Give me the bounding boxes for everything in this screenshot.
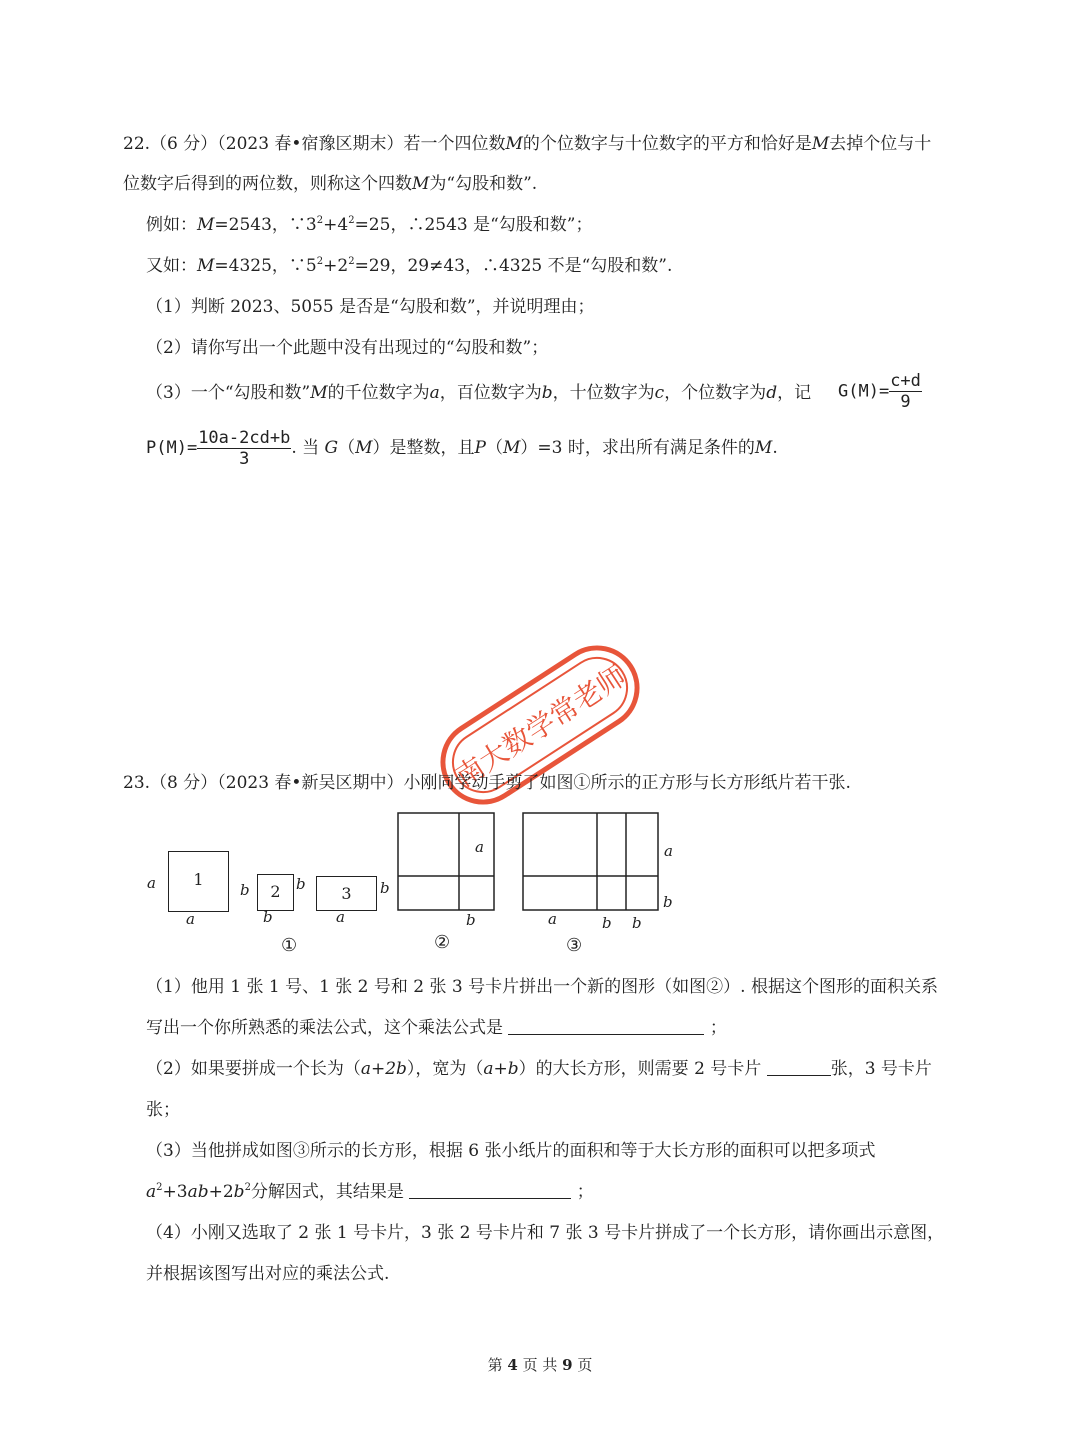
G-denominator: 9 xyxy=(900,392,911,412)
fig3-label-a-side: a xyxy=(664,842,673,860)
q22-line2-a: 位数字后得到的两位数，则称这个四数 xyxy=(123,174,412,194)
var-a: a xyxy=(429,383,440,403)
card-1-label: 1 xyxy=(193,870,204,889)
ex1-c: +4 xyxy=(323,215,349,235)
poly-a: a xyxy=(146,1182,157,1202)
var-c: c xyxy=(654,383,665,403)
P-denominator: 3 xyxy=(239,449,250,469)
q23-part2-line2: 张； xyxy=(146,1100,180,1120)
poly-b: b xyxy=(233,1182,245,1202)
q22-header-c: 去掉个位与十 xyxy=(829,134,932,154)
q23-p3-c: 分解因式，其结果是 xyxy=(250,1182,404,1202)
sup-2: 2 xyxy=(244,1182,251,1193)
p3-b: 的千位数字为 xyxy=(327,383,430,403)
q23-part4-line2: 并根据该图写出对应的乘法公式. xyxy=(146,1264,390,1284)
fig2-label-b: b xyxy=(466,911,476,929)
var-M: M xyxy=(811,134,830,154)
var-b: b xyxy=(541,383,553,403)
card-3-side-b: b xyxy=(380,879,390,897)
answer-blank-2[interactable] xyxy=(767,1059,831,1076)
stamp-text: 南大数学常老师 xyxy=(449,659,632,794)
card-2-side-b: b xyxy=(240,881,250,899)
var-d: d xyxy=(766,383,778,403)
G-numerator: c+d xyxy=(890,371,921,391)
card-1-side-a: a xyxy=(147,874,156,892)
q23-p2-d: a+b xyxy=(483,1059,519,1079)
figure-label-1: ① xyxy=(281,935,298,956)
footer-a: 第 xyxy=(487,1356,503,1374)
G-fraction xyxy=(889,371,922,412)
q23-p1-c: ； xyxy=(709,1018,727,1038)
figure-3 xyxy=(522,812,660,912)
card-3-bottom-a: a xyxy=(336,908,345,926)
p3-k: . xyxy=(772,438,778,458)
var-M: M xyxy=(505,134,523,154)
ex2-c: +2 xyxy=(323,256,349,276)
fig3-outline xyxy=(523,813,658,910)
p3-d: ，十位数字为 xyxy=(552,383,655,403)
sup-2: 2 xyxy=(348,215,355,226)
var-M: M xyxy=(412,174,430,194)
q23-part2-line1 xyxy=(146,1057,932,1081)
q23-p2-a: （2）如果要拼成一个长为（ xyxy=(146,1059,361,1079)
card-1-bottom-a: a xyxy=(186,910,195,928)
page-footer xyxy=(0,1354,1080,1375)
G-lhs: G(M)= xyxy=(838,381,890,402)
poly-ab: ab xyxy=(187,1182,209,1202)
var-M: M xyxy=(197,215,215,235)
card-2 xyxy=(257,874,294,911)
fig3-label-b-bottom-2: b xyxy=(632,914,642,932)
card-3 xyxy=(316,876,377,911)
p3-a: （3）一个“勾股和数” xyxy=(146,383,311,403)
q23-part3-line1: （3）当他拼成如图③所示的长方形，根据 6 张小纸片的面积和等于大长方形的面积可以把多项式 xyxy=(146,1141,876,1161)
sup-2: 2 xyxy=(156,1182,163,1193)
ex2-a: 又如： xyxy=(146,256,197,276)
var-M: M xyxy=(197,256,215,276)
sup-2: 2 xyxy=(316,215,324,226)
p3-h: （ xyxy=(486,438,503,458)
sup-2: 2 xyxy=(348,256,355,267)
var-M: M xyxy=(503,438,521,458)
q23-part1-line1: （1）他用 1 张 1 号、1 张 2 号和 2 张 3 号卡片拼出一个新的图形（如图②）. 根据这个图形的面积关系 xyxy=(146,977,938,997)
p3-e: ，个位数字为 xyxy=(664,383,767,403)
q22-part3-line2 xyxy=(146,428,778,469)
figure-label-2: ② xyxy=(434,932,451,953)
card-2-bottom-b: b xyxy=(263,908,273,926)
q23-p3-d: ； xyxy=(576,1182,594,1202)
q22-example1 xyxy=(146,213,593,237)
footer-page-number: 4 xyxy=(507,1356,518,1374)
card-3-label: 3 xyxy=(341,884,352,903)
card-2-label: 2 xyxy=(270,882,281,901)
q23-p1-b: 写出一个你所熟悉的乘法公式，这个乘法公式是 xyxy=(146,1018,503,1038)
fig3-label-a-bottom: a xyxy=(548,910,557,928)
fig2-outline xyxy=(398,813,494,910)
q22-header: 22.（6 分）（2023 春•宿豫区期末）若一个四位数 xyxy=(123,134,506,154)
p3-c: ，百位数字为 xyxy=(439,383,542,403)
ex1-b: =2543，∵3 xyxy=(214,215,317,235)
q22-line2-b: 为“勾股和数”. xyxy=(429,174,538,194)
card-1 xyxy=(168,851,229,912)
q22-line1 xyxy=(123,132,931,156)
var-G: G xyxy=(324,438,339,458)
q23-p2-f: 张，3 号卡片 xyxy=(830,1059,932,1079)
footer-c: 页 xyxy=(577,1356,593,1374)
var-M: M xyxy=(754,438,773,458)
p3-h: （ xyxy=(338,438,356,458)
q23-part4-line1: （4）小刚又选取了 2 张 1 号卡片，3 张 2 号卡片和 7 张 3 号卡片拼成了一个长方形，请你画出示意图， xyxy=(146,1223,945,1243)
fig3-label-b-bottom-1: b xyxy=(602,914,612,932)
p3-j: ）=3 时，求出所有满足条件的 xyxy=(520,438,755,458)
P-lhs: P(M)= xyxy=(146,438,198,458)
ex1-d: =25，∴2543 是“勾股和数”； xyxy=(354,215,593,235)
q23-p2-b: a+2b xyxy=(360,1059,407,1079)
sup-2: 2 xyxy=(316,256,324,267)
formula-G xyxy=(838,371,922,412)
q22-header-b: 的个位数字与十位数字的平方和恰好是 xyxy=(522,134,812,154)
figure-label-3: ③ xyxy=(566,935,583,956)
card-2-right-b: b xyxy=(296,875,306,893)
q23-p2-e: ）的大长方形，则需要 2 号卡片 xyxy=(518,1059,762,1079)
footer-total-pages: 9 xyxy=(562,1356,573,1374)
fig3-label-b-side: b xyxy=(663,893,673,911)
q22-example2 xyxy=(146,254,672,278)
poly-plus3: +3 xyxy=(162,1182,188,1202)
q23-header: 23.（8 分）（2023 春•新吴区期中）小刚同学动手剪了如图①所示的正方形与长方形纸片若干张. xyxy=(123,773,851,793)
p3-f: ，记 xyxy=(777,383,812,403)
P-fraction xyxy=(197,428,291,469)
figure-2 xyxy=(397,812,496,912)
q22-part1: （1）判断 2023、5055 是否是“勾股和数”，并说明理由； xyxy=(146,297,595,317)
P-numerator: 10a-2cd+b xyxy=(198,428,291,448)
fig2-label-a: a xyxy=(475,838,484,856)
q22-part3-line1 xyxy=(146,381,811,405)
footer-b: 页 共 xyxy=(522,1356,558,1374)
p3-g: . 当 xyxy=(291,438,320,458)
q23-part3-line2 xyxy=(146,1180,594,1204)
p3-i: ）是整数，且 xyxy=(372,438,475,458)
answer-blank-1[interactable] xyxy=(508,1018,704,1035)
ex2-b: =4325，∵5 xyxy=(214,256,317,276)
q23-part1-line2 xyxy=(146,1016,727,1040)
q23-p2-c: ），宽为（ xyxy=(406,1059,484,1079)
ex2-d: =29，29≠43，∴4325 不是“勾股和数”. xyxy=(354,256,673,276)
answer-blank-3[interactable] xyxy=(409,1182,571,1199)
ex1-a: 例如： xyxy=(146,215,197,235)
q22-part2: （2）请你写出一个此题中没有出现过的“勾股和数”； xyxy=(146,338,549,358)
q22-line2 xyxy=(123,172,537,196)
poly-plus2: +2 xyxy=(208,1182,234,1202)
var-M: M xyxy=(355,438,373,458)
var-M: M xyxy=(310,383,328,403)
var-P: P xyxy=(474,438,486,458)
